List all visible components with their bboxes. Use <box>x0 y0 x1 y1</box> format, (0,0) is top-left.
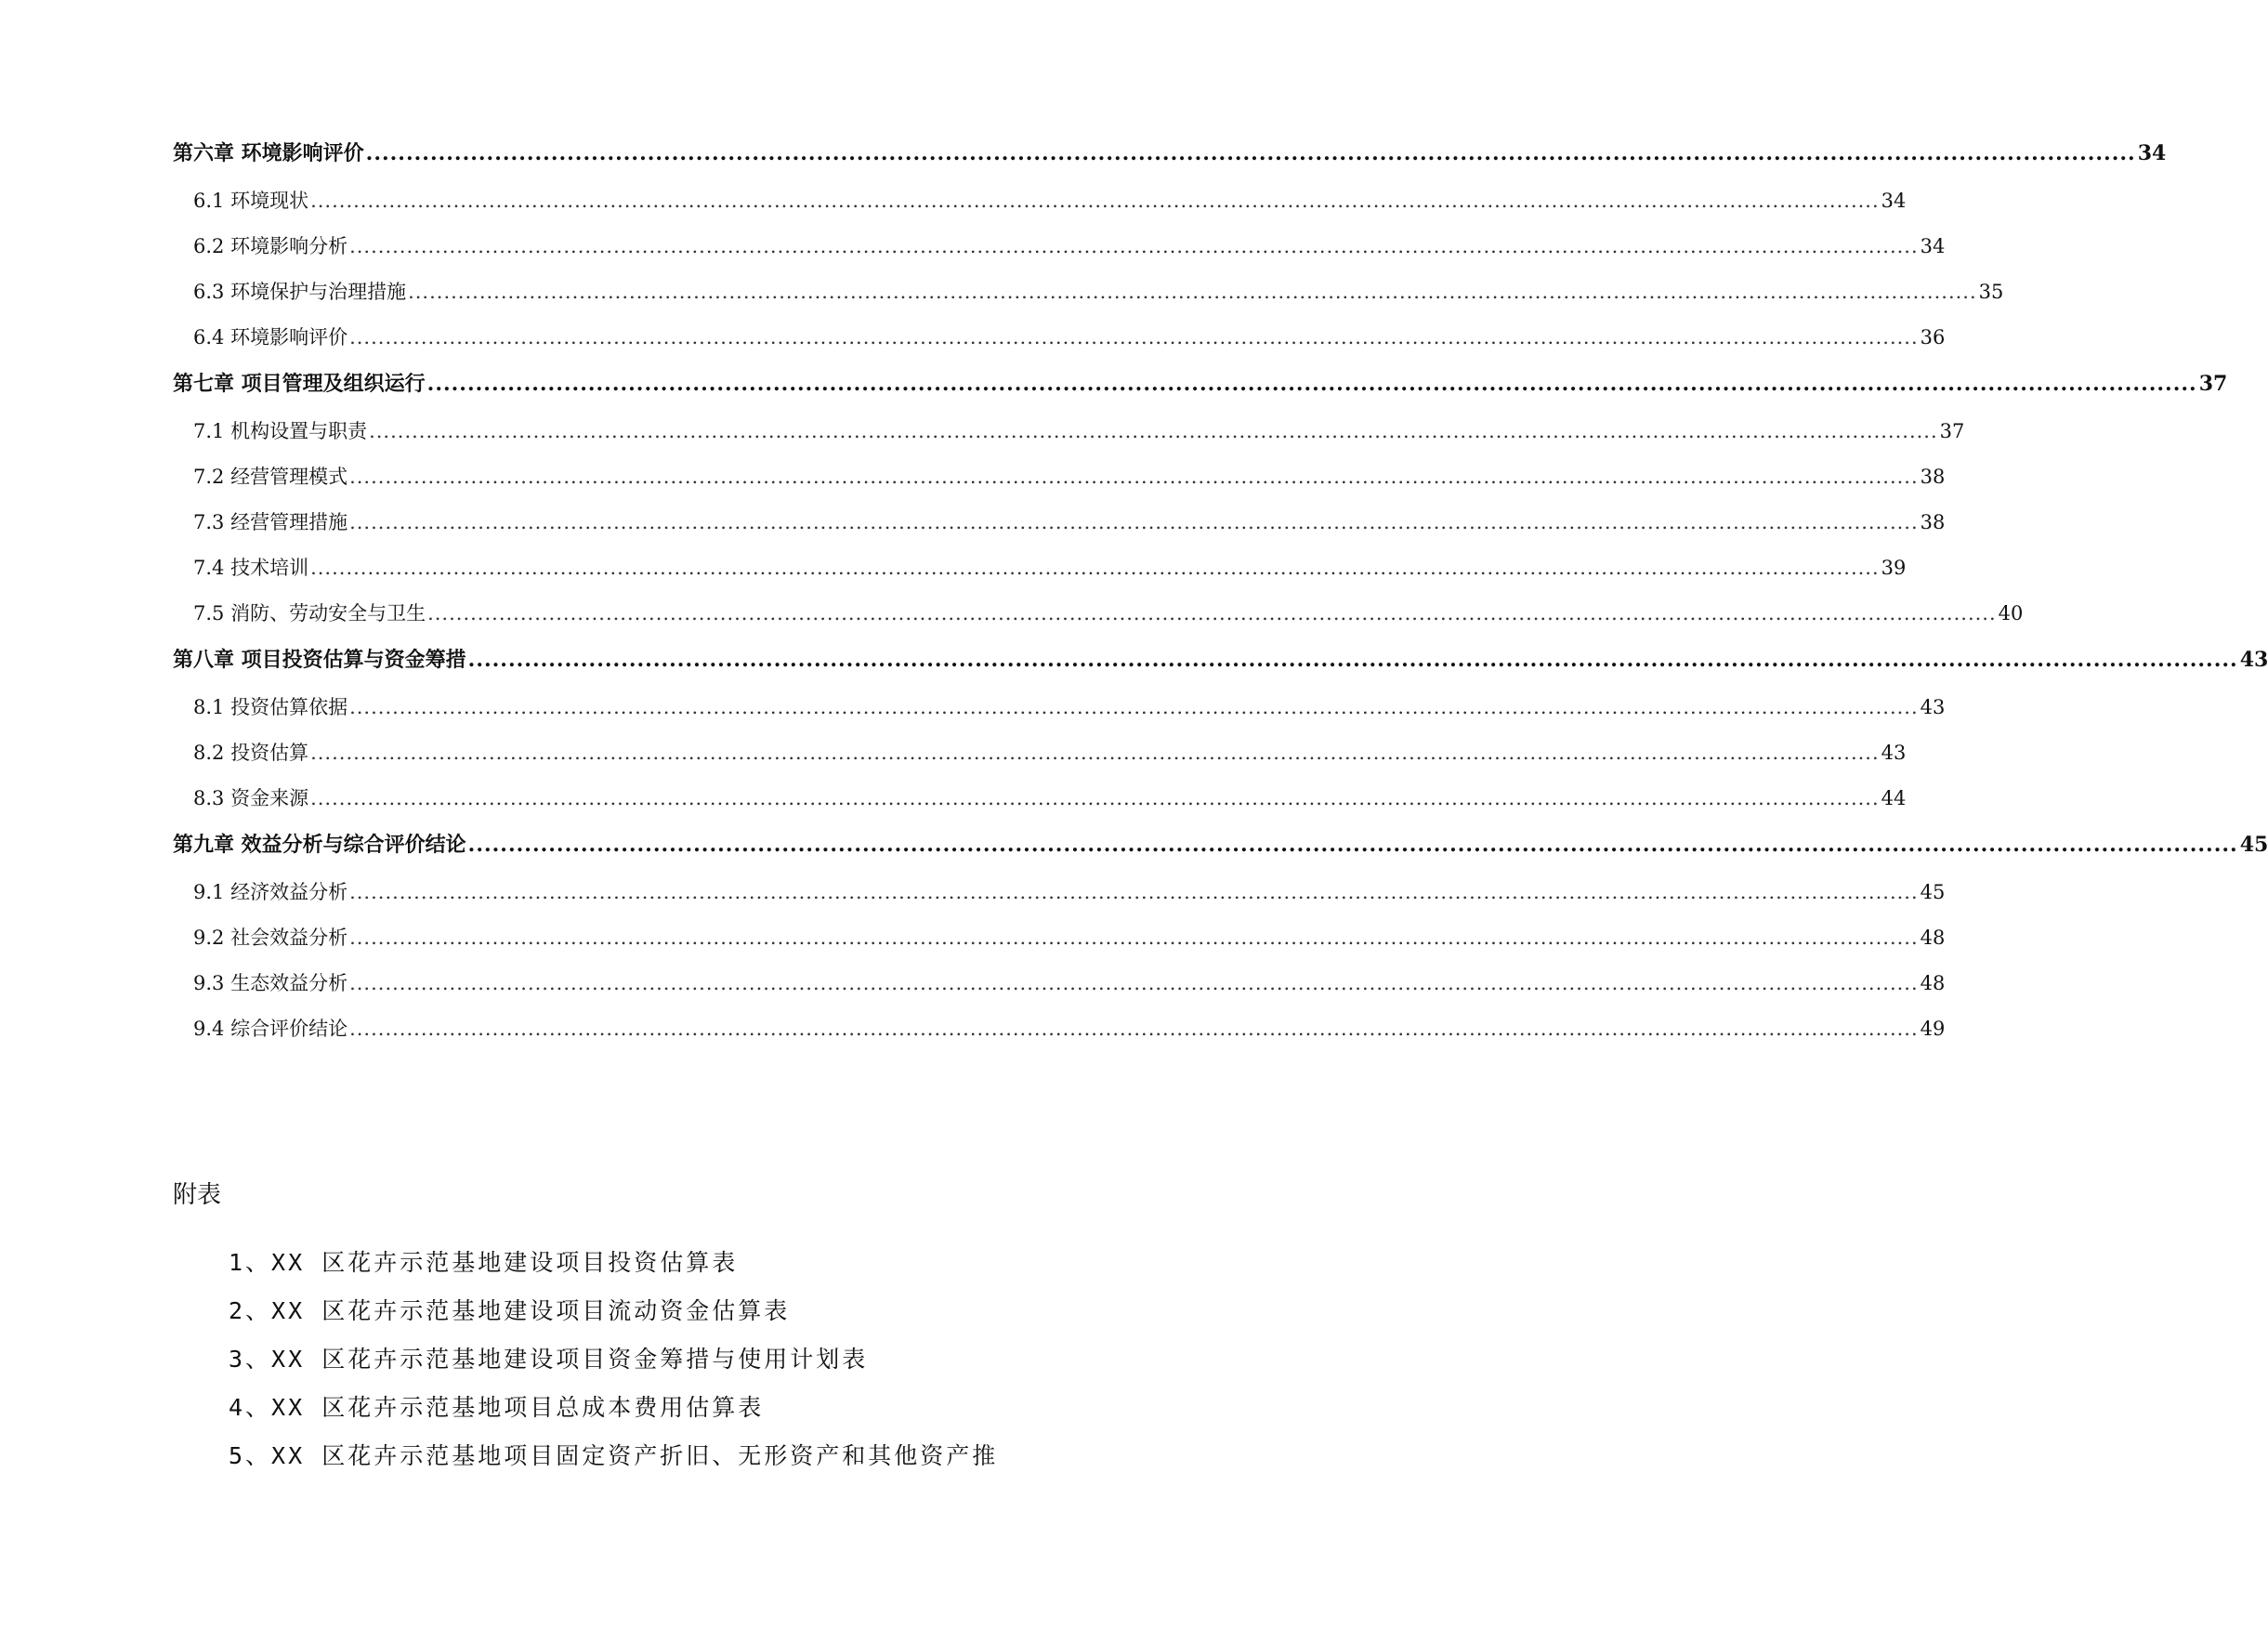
toc-dot-leader: ............................................................................................................................................................................................................................ <box>310 742 1880 764</box>
toc-dot-leader: ............................................................................................................................................................................................................................ <box>310 557 1880 579</box>
toc-section-entry[interactable] <box>173 968 1946 1014</box>
toc-entry-label: 7.1 机构设置与职责 <box>193 420 368 442</box>
toc-page-number: 49 <box>1920 1018 1946 1040</box>
appendix-list <box>173 1244 1028 1486</box>
toc-dot-leader: ............................................................................................................................................................................................................................ <box>349 696 1919 718</box>
toc-dot-leader: ............................................................................................................................................................................................................................ <box>467 648 2238 672</box>
toc-page-number: 35 <box>1978 281 2004 303</box>
toc-entry-label: 第六章 环境影响评价 <box>173 141 364 165</box>
toc-section-entry[interactable] <box>173 738 1907 783</box>
toc-entry-label: 6.4 环境影响评价 <box>193 326 348 348</box>
toc-entry-label: 第九章 效益分析与综合评价结论 <box>173 833 466 857</box>
appendix-item: 5、XX 区花卉示范基地项目固定资产折旧、无形资产和其他资产推 <box>229 1442 999 1469</box>
toc-page-number: 37 <box>1939 420 1965 442</box>
toc-section-entry[interactable] <box>173 186 1907 231</box>
toc-page-number: 40 <box>1998 602 2024 624</box>
toc-section-entry[interactable] <box>173 692 1946 738</box>
toc-section-entry[interactable] <box>173 507 1946 553</box>
toc-section-entry[interactable] <box>173 598 2024 644</box>
toc-section-entry[interactable] <box>173 783 1907 829</box>
toc-page-number: 44 <box>1881 787 1907 809</box>
appendix-item: 2、XX 区花卉示范基地建设项目流动资金估算表 <box>229 1297 791 1324</box>
toc-entry-label: 6.2 环境影响分析 <box>193 235 348 257</box>
toc-entry-label: 8.1 投资估算依据 <box>193 696 348 718</box>
toc-entry-label: 8.2 投资估算 <box>193 742 309 764</box>
appendix-item: 1、XX 区花卉示范基地建设项目投资估算表 <box>229 1249 739 1276</box>
toc-entry-label: 8.3 资金来源 <box>193 787 309 809</box>
toc-dot-leader: ............................................................................................................................................................................................................................ <box>349 972 1919 994</box>
toc-dot-leader: ............................................................................................................................................................................................................................ <box>427 602 1997 624</box>
toc-section-entry[interactable] <box>173 877 1946 923</box>
toc-page-number: 45 <box>1920 881 1946 903</box>
toc-entry-label: 9.1 经济效益分析 <box>193 881 348 903</box>
appendix-title: 附表 <box>173 1181 222 1209</box>
toc-page-number: 39 <box>1881 557 1907 579</box>
toc-dot-leader: ............................................................................................................................................................................................................................ <box>426 372 2197 396</box>
toc-page-number: 37 <box>2198 372 2228 396</box>
toc-page-number: 34 <box>1920 235 1946 257</box>
toc-dot-leader: ............................................................................................................................................................................................................................ <box>349 881 1919 903</box>
toc-section-entry[interactable] <box>173 277 2004 322</box>
toc-page-number: 43 <box>1881 742 1907 764</box>
appendix-item: 4、XX 区花卉示范基地项目总成本费用估算表 <box>229 1394 765 1421</box>
toc-page-number: 34 <box>2137 141 2167 165</box>
toc-dot-leader: ............................................................................................................................................................................................................................ <box>349 511 1919 533</box>
toc-entry-label: 7.5 消防、劳动安全与卫生 <box>193 602 426 624</box>
toc-dot-leader: ............................................................................................................................................................................................................................ <box>310 787 1880 809</box>
toc-chapter-entry[interactable] <box>173 829 2268 877</box>
toc-dot-leader: ............................................................................................................................................................................................................................ <box>349 235 1919 257</box>
toc-entry-label: 6.1 环境现状 <box>193 190 309 212</box>
toc-entry-label: 7.3 经营管理措施 <box>193 511 348 533</box>
toc-dot-leader: ............................................................................................................................................................................................................................ <box>369 420 1938 442</box>
toc-dot-leader: ............................................................................................................................................................................................................................ <box>365 141 2136 165</box>
toc-entry-label: 第七章 项目管理及组织运行 <box>173 372 426 396</box>
appendix-section <box>173 1176 1028 1486</box>
toc-entry-label: 9.4 综合评价结论 <box>193 1018 348 1040</box>
toc-entry-label: 第八章 项目投资估算与资金筹措 <box>173 648 466 672</box>
toc-page-number: 45 <box>2239 833 2268 857</box>
table-of-contents <box>173 138 2268 1059</box>
toc-page-number: 38 <box>1920 511 1946 533</box>
toc-section-entry[interactable] <box>173 553 1907 598</box>
toc-entry-label: 7.4 技术培训 <box>193 557 309 579</box>
toc-section-entry[interactable] <box>173 923 1946 968</box>
toc-page-number: 36 <box>1920 326 1946 348</box>
toc-dot-leader: ............................................................................................................................................................................................................................ <box>408 281 1977 303</box>
toc-section-entry[interactable] <box>173 322 1946 368</box>
toc-entry-label: 6.3 环境保护与治理措施 <box>193 281 407 303</box>
toc-section-entry[interactable] <box>173 1014 1946 1059</box>
toc-chapter-entry[interactable] <box>173 368 2228 416</box>
toc-dot-leader: ............................................................................................................................................................................................................................ <box>349 927 1919 949</box>
toc-page-number: 48 <box>1920 927 1946 949</box>
toc-entry-label: 9.2 社会效益分析 <box>193 927 348 949</box>
toc-dot-leader: ............................................................................................................................................................................................................................ <box>349 1018 1919 1040</box>
toc-chapter-entry[interactable] <box>173 644 2268 692</box>
toc-page-number: 48 <box>1920 972 1946 994</box>
toc-section-entry[interactable] <box>173 231 1946 277</box>
toc-page-number: 38 <box>1920 466 1946 488</box>
toc-dot-leader: ............................................................................................................................................................................................................................ <box>349 466 1919 488</box>
toc-dot-leader: ............................................................................................................................................................................................................................ <box>310 190 1880 212</box>
appendix-item: 3、XX 区花卉示范基地建设项目资金筹措与使用计划表 <box>229 1346 869 1373</box>
toc-entry-label: 9.3 生态效益分析 <box>193 972 348 994</box>
toc-section-entry[interactable] <box>173 416 1965 462</box>
toc-dot-leader: ............................................................................................................................................................................................................................ <box>467 833 2238 857</box>
toc-dot-leader: ............................................................................................................................................................................................................................ <box>349 326 1919 348</box>
toc-page-number: 43 <box>2239 648 2268 672</box>
toc-page-number: 43 <box>1920 696 1946 718</box>
toc-chapter-entry[interactable] <box>173 138 2167 186</box>
toc-section-entry[interactable] <box>173 462 1946 507</box>
toc-entry-label: 7.2 经营管理模式 <box>193 466 348 488</box>
toc-page-number: 34 <box>1881 190 1907 212</box>
